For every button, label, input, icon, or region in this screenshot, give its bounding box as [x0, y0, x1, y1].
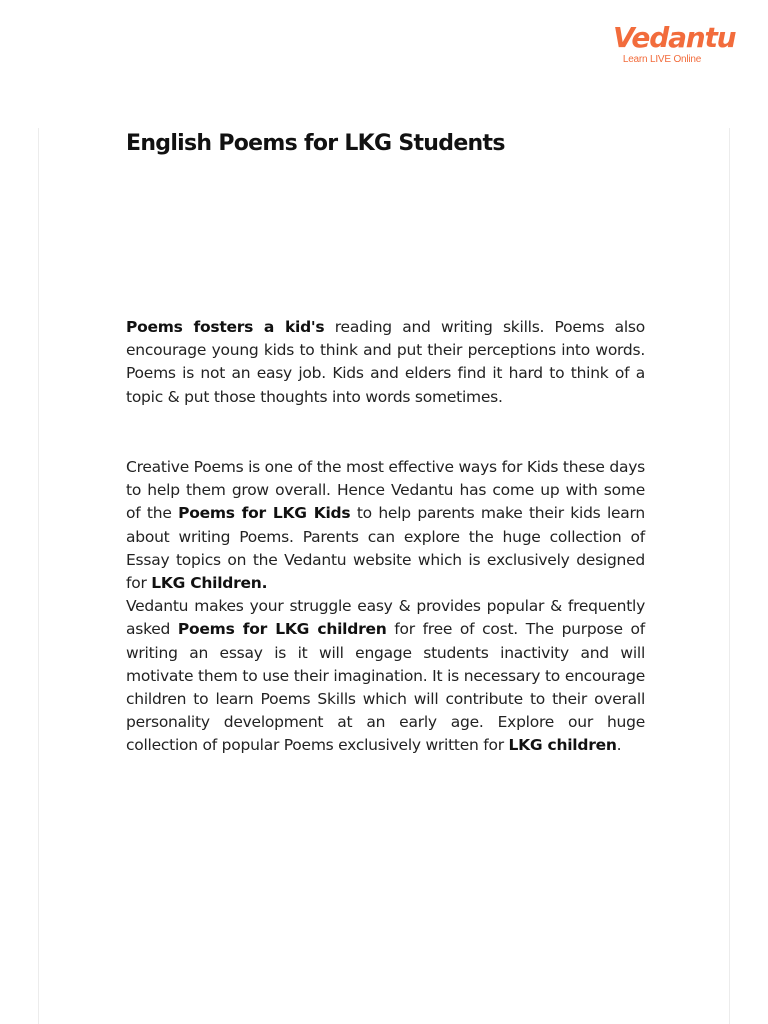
body-text-4: for free of cost. The purpose of writing an essay is it will engage students inactivity and will motivate them to use their imagination. It is necessary to encourage children to learn Poems Skills which will contribute to their overall personality development at an early age. Explore our huge collection of popular Poems exclusively written for	[126, 620, 645, 755]
body-bold-1: Poems for LKG Kids	[178, 504, 351, 523]
page-border-right	[729, 128, 730, 1024]
intro-text: reading and writing skills. Poems also encourage young kids to think and put their perceptions into words. Poems is not an easy job. Kids and elders find it hard to think of a topic & put those thoughts into words sometimes.	[126, 318, 645, 406]
body-bold-4: LKG children	[508, 736, 617, 755]
page-border-left	[38, 128, 39, 1024]
body-text-3: Vedantu makes your struggle easy & provides popular & frequently asked	[126, 597, 645, 639]
intro-bold-phrase: Poems fosters a kid's	[126, 318, 325, 336]
body-bold-2: LKG Children.	[151, 574, 268, 593]
logo-wordmark: Vedantu	[613, 21, 736, 54]
body-text-1: Creative Poems is one of the most effective ways for Kids these days to help them grow overall. Hence Vedantu has come up with some of the	[126, 458, 645, 523]
logo-tagline: Learn LIVE Online	[622, 54, 702, 65]
page-title: English Poems for LKG Students	[126, 131, 505, 156]
body-text-2: to help parents make their kids learn about writing Poems. Parents can explore the huge collection of Essay topics on the Vedantu website which is exclusively designed for	[126, 504, 645, 593]
vedantu-logo	[613, 21, 736, 65]
body-bold-3: Poems for LKG children	[177, 620, 387, 639]
intro-paragraph	[126, 316, 645, 409]
body-text-5: .	[616, 736, 622, 755]
body-paragraph	[126, 456, 645, 758]
